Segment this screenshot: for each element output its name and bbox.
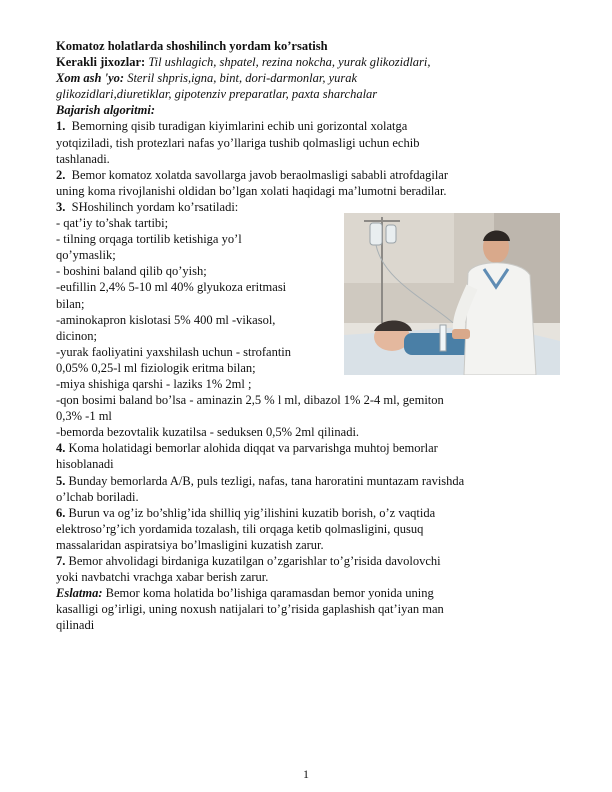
- materials-line: [56, 70, 561, 86]
- document-title: Komatoz holatlarda shoshilinch yordam ko’rsatish: [56, 39, 328, 53]
- algorithm-label: Bajarish algoritmi:: [56, 103, 155, 118]
- step-text: Bemor komatoz xolatda savollarga javob beraolmasligi sababli atrofdagilar: [71, 167, 449, 182]
- note-text: Bemor koma holatida bo’lishiga qaramasdan bemor yonida uning: [105, 586, 434, 601]
- list-item: - tilning orqaga tortilib ketishiga yo’l: [56, 232, 242, 247]
- list-item: 0,3% -1 ml: [56, 409, 112, 424]
- step-6: [56, 505, 561, 521]
- list-item: qo’ymaslik;: [56, 248, 116, 263]
- photo-illustration: [344, 213, 560, 375]
- list-item: 0,05% 0,25-l ml fiziologik eritma bilan;: [56, 360, 256, 375]
- step-number: 6.: [56, 505, 66, 520]
- step-number: 1.: [56, 119, 66, 134]
- step-text: uning koma rivojlanishi oldidan bo’lgan xolati haqidagi ma’lumotni beradilar.: [56, 183, 447, 198]
- equipment-line: [56, 54, 561, 70]
- list-item: -yurak faoliyatini yaxshilash uchun - strofantin: [56, 344, 292, 359]
- list-item: -bemorda bezovtalik kuzatilsa - seduksen 0,5% 2ml qilinadi.: [56, 425, 360, 440]
- step-number: 3.: [56, 199, 66, 214]
- note-text: qilinadi: [56, 618, 95, 633]
- list-item: bilan;: [56, 296, 85, 311]
- list-item: -aminokapron kislotasi 5% 400 ml -vikasol,: [56, 312, 276, 327]
- list-item: -eufillin 2,4% 5-10 ml 40% glyukoza eritmasi: [56, 280, 287, 295]
- patient-care-photo: [344, 213, 560, 375]
- list-item: -miya shishiga qarshi - laziks 1% 2ml ;: [56, 376, 252, 391]
- equipment-text: Til ushlagich, shpatel, rezina nokcha, yurak glikozidlari,: [148, 55, 431, 70]
- step-text: Bemor ahvolidagi birdaniga kuzatilgan o’zgarishlar to’g’risida davolovchi: [68, 554, 441, 568]
- note: [56, 585, 561, 601]
- list-item: - qat’iy to’shak tartibi;: [56, 216, 169, 231]
- list-item: - boshini baland qilib qo’yish;: [56, 264, 207, 279]
- treatment-list: [56, 215, 346, 392]
- step-text: elektroso’rg’ich yordamida tozalash, tili orqaga ketib qolmasligini, qusuq: [56, 521, 424, 536]
- step-number: 2.: [56, 167, 66, 182]
- step-number: 4.: [56, 441, 66, 456]
- list-item: -qon bosimi baland bo’lsa - aminazin 2,5 % l ml, dibazol 1% 2-4 ml, gemiton: [56, 393, 444, 408]
- equipment-label: Kerakli jixozlar:: [56, 55, 146, 70]
- step-text: yotqiziladi, tish protezlari nafas yo’llariga tushib qolmasligi uchun echib: [56, 135, 420, 150]
- step-text: SHoshilinch yordam ko’rsatiladi:: [71, 199, 239, 214]
- materials-text-cont: glikozidlari,diuretiklar, gipotenziv preparatlar, paxta sharchalar: [56, 87, 378, 102]
- list-item: dicinon;: [56, 328, 97, 343]
- step-text: yoki navbatchi vrachga xabar berish zarur.: [56, 570, 269, 585]
- step-text: Bemorning qisib turadigan kiyimlarini echib uni gorizontal xolatga: [71, 119, 408, 134]
- step-1: [56, 118, 561, 134]
- materials-text: Steril shpris,igna, bint, dori-darmonlar, yurak: [127, 71, 358, 86]
- step-text: Bunday bemorlarda A/B, puls tezligi, nafas, tana haroratini muntazam ravishda: [68, 473, 465, 488]
- note-text: kasalligi og’irligi, uning noxush natijalari to’g’risida gaplashish qat’iyan man: [56, 602, 444, 617]
- step-7: [56, 553, 561, 569]
- step-2: [56, 167, 561, 183]
- step-number: 5.: [56, 473, 66, 488]
- materials-label: Xom ash 'yo:: [56, 71, 125, 86]
- step-text: Koma holatidagi bemorlar alohida diqqat va parvarishga muhtoj bemorlar: [68, 441, 438, 456]
- step-text: o’lchab boriladi.: [56, 489, 139, 504]
- step-5: [56, 473, 561, 489]
- page-number: 1: [303, 767, 309, 781]
- step-text: hisoblanadi: [56, 457, 114, 472]
- step-4: [56, 440, 561, 456]
- step-text: tashlanadi.: [56, 151, 110, 166]
- step-text: Burun va og’iz bo’shlig’ida shilliq yig’ilishini kuzatib borish, o’z vaqtida: [68, 505, 436, 520]
- note-label: Eslatma:: [56, 586, 103, 601]
- step-number: 7.: [56, 554, 66, 568]
- step-text: massalaridan aspiratsiya bo’lmasligini kuzatish zarur.: [56, 537, 324, 552]
